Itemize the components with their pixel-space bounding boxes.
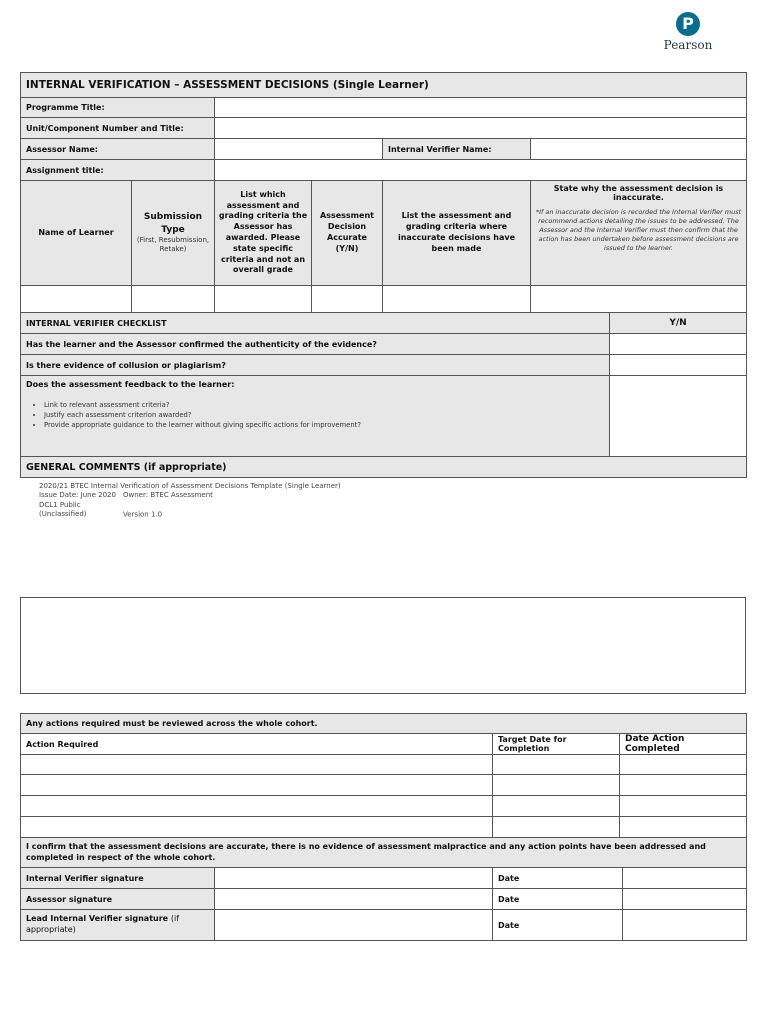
date-completed-field[interactable] (620, 755, 747, 775)
date-completed-header: Date Action Completed (620, 734, 747, 755)
iv-checklist-table (20, 312, 747, 478)
action-required-header: Action Required (21, 734, 493, 755)
assessor-signature-field[interactable] (215, 889, 493, 910)
criteria-awarded-field[interactable] (215, 286, 312, 314)
assignment-title-field[interactable] (215, 160, 747, 181)
pearson-logo-mark-icon: P (676, 12, 700, 36)
actions-signatures-table (20, 713, 747, 941)
col-why-inaccurate (531, 181, 747, 286)
action-required-field[interactable] (21, 817, 493, 838)
general-comments-field[interactable] (20, 597, 746, 694)
col-submission-type (132, 181, 215, 286)
authenticity-question: Has the learner and the Assessor confirmed the authenticity of the evidence? (21, 334, 610, 355)
feedback-answer-field[interactable] (610, 376, 747, 457)
feedback-question-title: Does the assessment feedback to the learner: (26, 380, 235, 389)
confirmation-statement: I confirm that the assessment decisions are accurate, there is no evidence of assessment malpractice and any action points have been addressed and completed in respect of the whole cohort. (21, 838, 747, 868)
pearson-logo-text: Pearson (663, 38, 713, 52)
iv-signature-field[interactable] (215, 868, 493, 889)
list-item: • Link to relevant assessment criteria? (44, 401, 604, 411)
learner-name-field[interactable] (21, 286, 132, 314)
unit-label: Unit/Component Number and Title: (21, 118, 215, 139)
feedback-question (21, 376, 610, 457)
submission-type-field[interactable] (132, 286, 215, 314)
target-date-field[interactable] (493, 755, 620, 775)
footer-owner: Owner: BTEC Assessment (123, 491, 213, 500)
form-title: INTERNAL VERIFICATION – ASSESSMENT DECISIONS (Single Learner) (21, 73, 747, 98)
assessor-signature-label: Assessor signature (21, 889, 215, 910)
pearson-logo (652, 12, 724, 54)
footer-version: Version 1.0 (123, 510, 163, 519)
col-criteria-awarded: List which assessment and grading criteria the Assessor has awarded. Please state specific criteria and not an overall grade (215, 181, 312, 286)
lead-iv-signature-date-label: Date (493, 910, 623, 941)
why-inaccurate-title: State why the assessment decision is inaccurate. (553, 184, 724, 202)
document-footer (39, 482, 341, 520)
lead-iv-signature-field[interactable] (215, 910, 493, 941)
iv-signature-date-label: Date (493, 868, 623, 889)
action-required-field[interactable] (21, 755, 493, 775)
assessor-signature-date-label: Date (493, 889, 623, 910)
iv-signature-date-field[interactable] (623, 868, 747, 889)
cohort-note: Any actions required must be reviewed across the whole cohort. (21, 714, 747, 734)
target-date-field[interactable] (493, 775, 620, 796)
date-completed-field[interactable] (620, 796, 747, 817)
iv-name-field[interactable] (531, 139, 747, 160)
programme-title-field[interactable] (215, 98, 747, 118)
list-item: • Provide appropriate guidance to the learner without giving specific actions for improvement? (44, 421, 604, 431)
iv-signature-label: Internal Verifier signature (21, 868, 215, 889)
footer-classification: DCL1 Public (Unclassified) (39, 500, 87, 519)
target-date-field[interactable] (493, 796, 620, 817)
programme-title-label: Programme Title: (21, 98, 215, 118)
date-completed-field[interactable] (620, 775, 747, 796)
inaccurate-criteria-field[interactable] (383, 286, 531, 314)
yn-header: Y/N (610, 313, 747, 334)
assessment-decisions-table (20, 72, 747, 314)
iv-name-label: Internal Verifier Name: (383, 139, 531, 160)
col-decision-accurate: Assessment Decision Accurate (Y/N) (312, 181, 383, 286)
decision-accurate-field[interactable] (312, 286, 383, 314)
why-inaccurate-note: *If an inaccurate decision is recorded the Internal Verifier must recommend actions detailing the issues to be addressed. The Assessor and the Internal Verifier must then confirm that the action has been undertaken before assessment decisions are issued to the learner. (535, 208, 742, 253)
submission-type-title: Submission Type (143, 212, 203, 235)
submission-type-note: (First, Resubmission, Retake) (136, 235, 210, 254)
assessor-name-label: Assessor Name: (21, 139, 215, 160)
general-comments-heading: GENERAL COMMENTS (if appropriate) (21, 457, 747, 478)
col-name-of-learner: Name of Learner (21, 181, 132, 286)
plagiarism-question: Is there evidence of collusion or plagiarism? (21, 355, 610, 376)
assessor-signature-date-field[interactable] (623, 889, 747, 910)
action-required-field[interactable] (21, 775, 493, 796)
col-inaccurate-criteria: List the assessment and grading criteria where inaccurate decisions have been made (383, 181, 531, 286)
checklist-title: INTERNAL VERIFIER CHECKLIST (21, 313, 610, 334)
unit-field[interactable] (215, 118, 747, 139)
lead-iv-signature-title: Lead Internal Verifier signature (26, 914, 169, 924)
target-date-header: Target Date for Completion (493, 734, 620, 755)
why-inaccurate-field[interactable] (531, 286, 747, 314)
assessor-name-field[interactable] (215, 139, 383, 160)
target-date-field[interactable] (493, 817, 620, 838)
lead-iv-signature-suffix: (if appropriate) (26, 914, 180, 934)
lead-iv-signature-date-field[interactable] (623, 910, 747, 941)
footer-issue-date: Issue Date: June 2020 (39, 491, 116, 500)
assignment-title-label: Assignment title: (21, 160, 215, 181)
authenticity-answer-field[interactable] (610, 334, 747, 355)
action-required-field[interactable] (21, 796, 493, 817)
date-completed-field[interactable] (620, 817, 747, 838)
feedback-criteria-list (44, 401, 604, 431)
footer-template-name: 2020/21 BTEC Internal Verification of Assessment Decisions Template (Single Learner) (39, 482, 341, 490)
lead-iv-signature-label (21, 910, 215, 941)
plagiarism-answer-field[interactable] (610, 355, 747, 376)
list-item: • Justify each assessment criterion awarded? (44, 411, 604, 421)
